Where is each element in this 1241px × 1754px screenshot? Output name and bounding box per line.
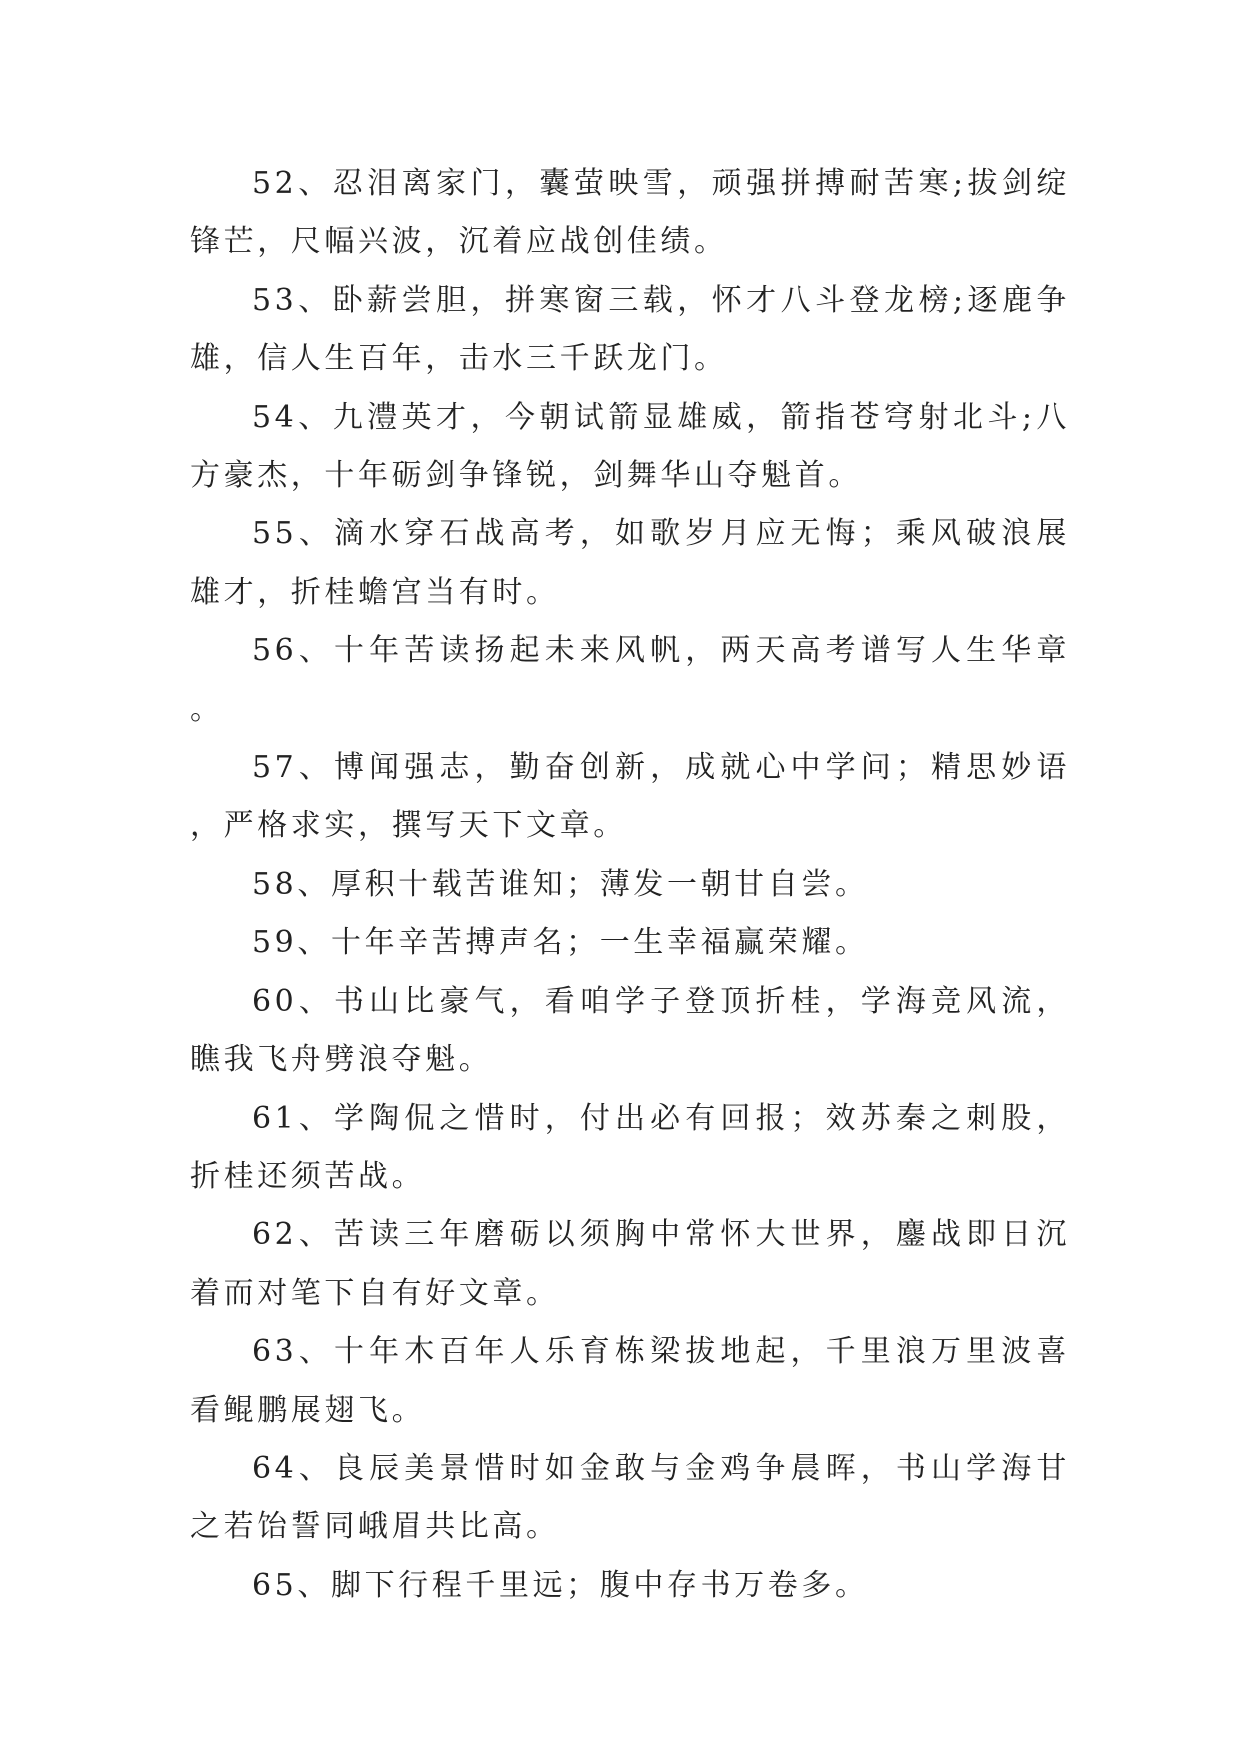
paragraph-58: 58、厚积十载苦谁知；薄发一朝甘自尝。 xyxy=(252,866,869,902)
paragraph-59: 59、十年辛苦搏声名；一生幸福赢荣耀。 xyxy=(252,925,869,961)
paragraph-52: 52、忍泪离家门，囊萤映雪，顽强拼搏耐苦寒;拔剑绽锋芒，尺幅兴波，沉着应战创佳绩。 xyxy=(190,166,1070,260)
paragraph-63: 63、十年木百年人乐育栋梁拔地起，千里浪万里波喜看鲲鹏展翅飞。 xyxy=(190,1334,1070,1428)
paragraph-53: 53、卧薪尝胆，拼寒窗三载，怀才八斗登龙榜;逐鹿争雄，信人生百年，击水三千跃龙门。 xyxy=(190,282,1070,377)
paragraph-60: 60、书山比豪气，看咱学子登顶折桂，学海竞风流，瞧我飞舟劈浪夺魁。 xyxy=(190,983,1070,1078)
paragraph-61: 61、学陶侃之惜时，付出必有回报；效苏秦之刺股，折桂还须苦战。 xyxy=(190,1100,1070,1194)
document-body xyxy=(190,155,1070,1615)
paragraph-64: 64、良辰美景惜时如金敢与金鸡争晨晖，书山学海甘之若饴誓同峨眉共比高。 xyxy=(190,1450,1070,1545)
paragraph-65: 65、脚下行程千里远；腹中存书万卷多。 xyxy=(252,1567,869,1603)
paragraph-54: 54、九澧英才，今朝试箭显雄威，箭指苍穹射北斗;八方豪杰，十年砺剑争锋锐，剑舞华山夺魁首。 xyxy=(190,399,1070,494)
paragraph-62: 62、苦读三年磨砺以须胸中常怀大世界，鏖战即日沉着而对笔下自有好文章。 xyxy=(190,1217,1070,1311)
paragraph-56: 56、十年苦读扬起未来风帆，两天高考谱写人生华章。 xyxy=(190,633,1070,727)
paragraph-57: 57、博闻强志，勤奋创新，成就心中学问；精思妙语，严格求实，撰写天下文章。 xyxy=(190,750,1070,844)
paragraph-55: 55、滴水穿石战高考，如歌岁月应无悔；乘风破浪展雄才，折桂蟾宫当有时。 xyxy=(190,516,1070,610)
